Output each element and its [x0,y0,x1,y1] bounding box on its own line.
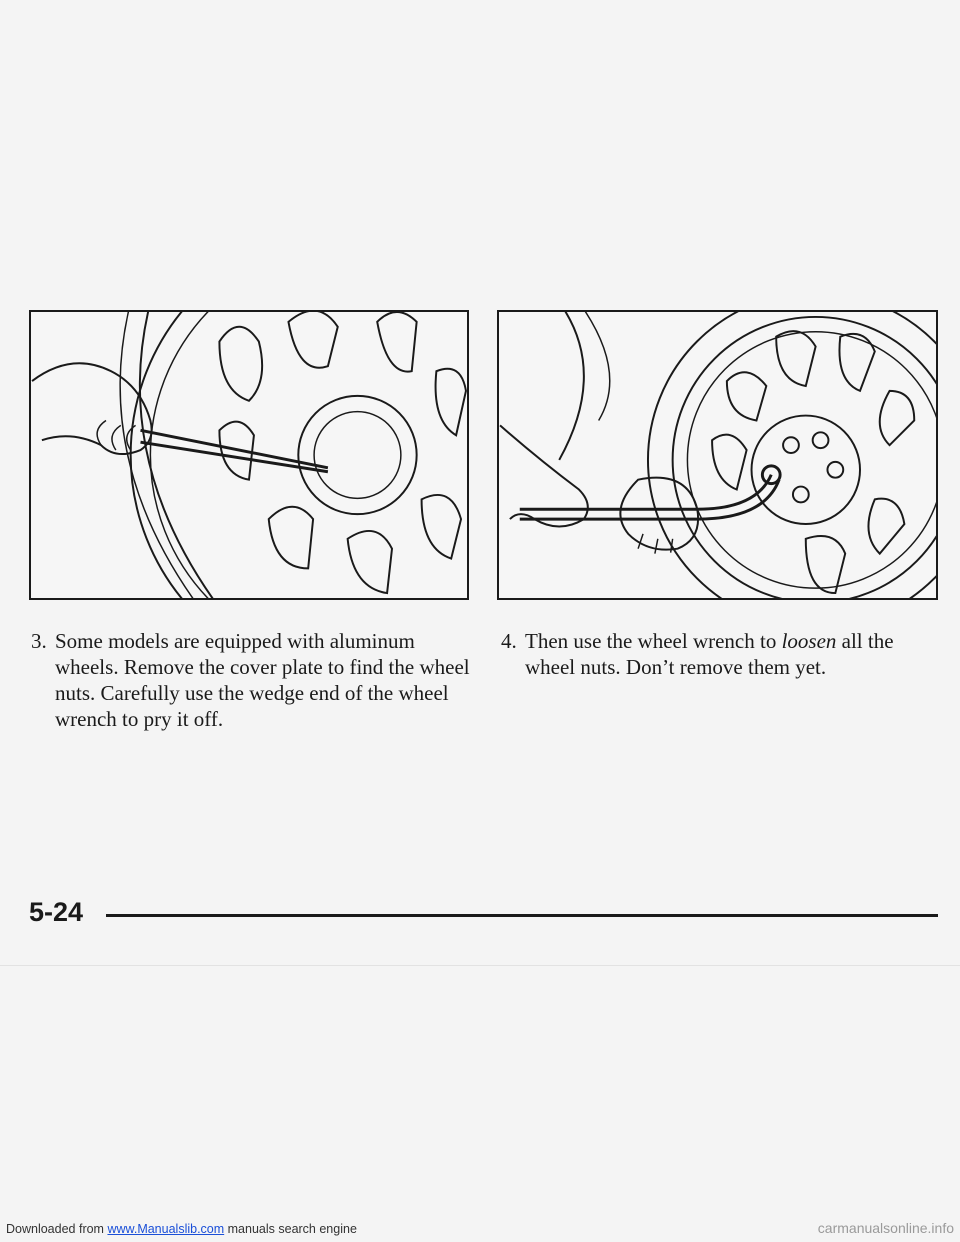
step-4 [501,628,931,680]
step-text-emphasis: loosen [781,629,837,653]
footer-suffix: manuals search engine [224,1222,357,1236]
step-3 [31,628,481,732]
step-text-before: Then use the wheel wrench to [525,629,782,653]
step-text-after: all the wheel nuts. Don’t remove them yet. [525,629,894,679]
manualslib-link[interactable]: www.Manualslib.com [107,1222,225,1236]
step-text: Some models are equipped with aluminum wheels. Remove the cover plate to find the wheel nuts. Carefully use the wedge end of the wheel wrench to pry it off. [55,629,470,731]
scan-line [0,965,960,966]
wheel-nut-loosen-illustration [497,310,938,600]
step-number: 4. [501,629,517,653]
download-footer [6,1222,357,1236]
step-text [525,628,931,680]
step-number: 3. [31,629,47,653]
footer-prefix: Downloaded from [6,1222,108,1236]
page-rule [106,914,938,917]
page-number: 5-24 [29,897,84,927]
wheel-cover-pry-illustration [29,310,469,600]
watermark: carmanualsonline.info [817,1220,954,1236]
